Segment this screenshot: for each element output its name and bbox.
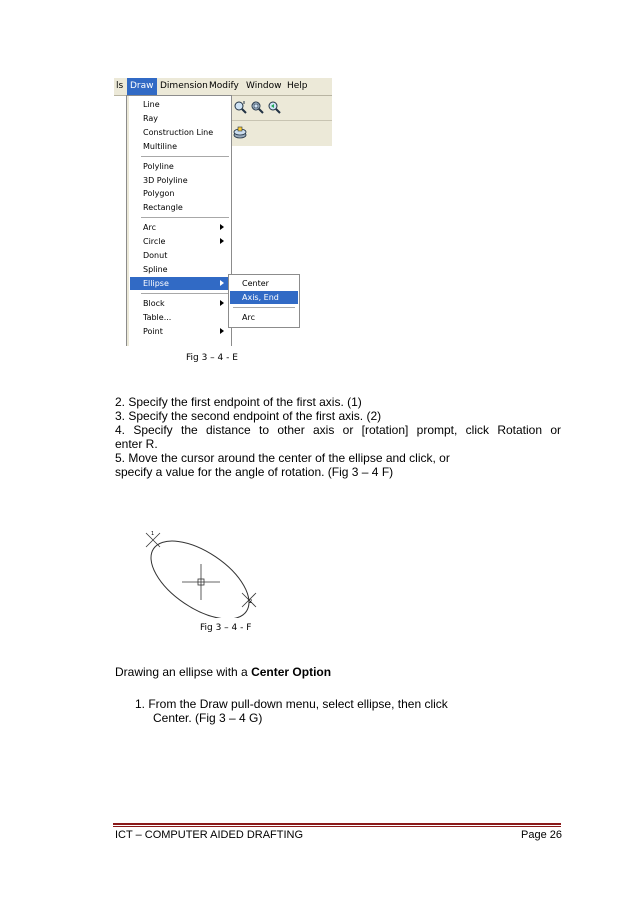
menu-item-polygon[interactable]	[130, 187, 230, 200]
submenu-separator	[233, 307, 295, 308]
submenu-arrow-icon	[220, 328, 224, 334]
step-5-line2: specify a value for the angle of rotation. (Fig 3 – 4 F)	[115, 465, 394, 479]
menu-separator	[141, 217, 229, 218]
menu-item-label: Donut	[143, 251, 168, 260]
menu-item-label: Construction Line	[143, 127, 214, 137]
footer-title: ICT – COMPUTER AIDED DRAFTING	[115, 829, 304, 841]
submenu-item-axis-end[interactable]	[230, 291, 298, 304]
step-4-line1: 4. Specify the distance to other axis or [rotation] prompt, click Rotation or	[115, 423, 561, 437]
menubar-item-modify: Modify	[209, 81, 239, 91]
draw-menu-screenshot	[114, 78, 332, 346]
page-number: Page 26	[521, 829, 562, 841]
zoom-window-icon	[250, 100, 264, 114]
step-5-line1: 5. Move the cursor around the center of the ellipse and click, or	[115, 451, 450, 465]
menu-strip	[127, 96, 129, 346]
menubar-item-dimension: Dimension	[160, 81, 208, 91]
menu-item-label: Arc	[143, 223, 156, 233]
menu-item-label: Table...	[143, 312, 172, 322]
menu-item-label: Block	[143, 298, 165, 308]
menu-item-label: Spline	[143, 264, 168, 274]
menubar-item-window: Window	[246, 81, 282, 91]
endpoint-1-label: 1	[151, 531, 155, 537]
menu-item-ellipse[interactable]	[130, 277, 230, 290]
menu-item-label: Ellipse	[143, 278, 169, 288]
menu-item-label: Rectangle	[143, 203, 183, 213]
menu-item-label: Circle	[143, 237, 166, 247]
menu-item-polyline[interactable]	[130, 160, 230, 173]
menu-item-label: Multiline	[143, 141, 177, 151]
ellipse-shape	[138, 528, 262, 618]
menu-item-arc[interactable]	[130, 221, 230, 234]
layer-icon	[233, 126, 247, 140]
list-item-1-line2: Center. (Fig 3 – 4 G)	[153, 711, 263, 725]
submenu-item-label: Center	[242, 279, 269, 288]
submenu-item-arc[interactable]	[230, 311, 298, 324]
menu-item-block[interactable]	[130, 297, 230, 310]
menu-item-multiline[interactable]	[130, 140, 230, 153]
menu-item-label: Line	[143, 100, 160, 109]
menu-item-3d-polyline[interactable]	[130, 174, 230, 187]
zoom-previous-icon	[267, 100, 281, 114]
submenu-item-center[interactable]	[230, 277, 298, 290]
menu-item-point[interactable]	[130, 325, 230, 338]
menu-item-circle[interactable]	[130, 235, 230, 248]
figure-f-caption: Fig 3 – 4 - F	[200, 623, 252, 633]
step-2: 2. Specify the first endpoint of the first axis. (1)	[115, 395, 362, 409]
menubar-item-draw: Draw	[127, 78, 157, 95]
menubar-item-tools: ls	[116, 81, 124, 91]
draw-dropdown-menu	[126, 95, 232, 346]
toolbar-area	[230, 96, 332, 146]
endpoint-2-label: 2	[249, 599, 253, 605]
menu-item-spline[interactable]	[130, 263, 230, 276]
ellipse-submenu	[228, 274, 300, 328]
menu-item-label: Ray	[143, 113, 159, 123]
menu-item-label: Point	[143, 326, 163, 336]
menu-separator	[141, 293, 229, 294]
menu-item-construction-line[interactable]	[130, 126, 230, 139]
submenu-item-label: Arc	[242, 313, 255, 322]
menubar-item-help: Help	[287, 81, 308, 91]
submenu-arrow-icon	[220, 280, 224, 286]
menu-item-donut[interactable]	[130, 249, 230, 262]
submenu-arrow-icon	[220, 300, 224, 306]
section-heading-prefix: Drawing an ellipse with a	[115, 665, 252, 679]
section-heading	[115, 665, 561, 679]
menu-item-table[interactable]	[130, 311, 230, 324]
footer-rule-thin	[113, 826, 561, 827]
menu-item-label: Polyline	[143, 161, 174, 171]
menu-item-label: Polygon	[143, 189, 175, 199]
zoom-realtime-icon	[233, 100, 247, 114]
menu-item-label: 3D Polyline	[143, 175, 188, 185]
menu-item-ray[interactable]	[130, 112, 230, 125]
footer-rule	[113, 823, 561, 825]
toolbar-separator	[230, 120, 332, 121]
menu-separator	[141, 156, 229, 157]
menu-item-rectangle[interactable]	[130, 201, 230, 214]
list-item-1-line1: 1. From the Draw pull-down menu, select ellipse, then click	[135, 697, 448, 711]
figure-e-caption: Fig 3 – 4 - E	[186, 353, 238, 363]
section-heading-bold: Center Option	[251, 665, 332, 679]
ellipse-figure	[136, 528, 268, 618]
submenu-arrow-icon	[220, 238, 224, 244]
submenu-item-label: Axis, End	[242, 293, 279, 302]
step-3: 3. Specify the second endpoint of the first axis. (2)	[115, 409, 382, 423]
submenu-arrow-icon	[220, 224, 224, 230]
menu-bar	[114, 78, 332, 96]
menu-item-line[interactable]	[130, 98, 230, 111]
step-4-line2: enter R.	[115, 437, 158, 451]
